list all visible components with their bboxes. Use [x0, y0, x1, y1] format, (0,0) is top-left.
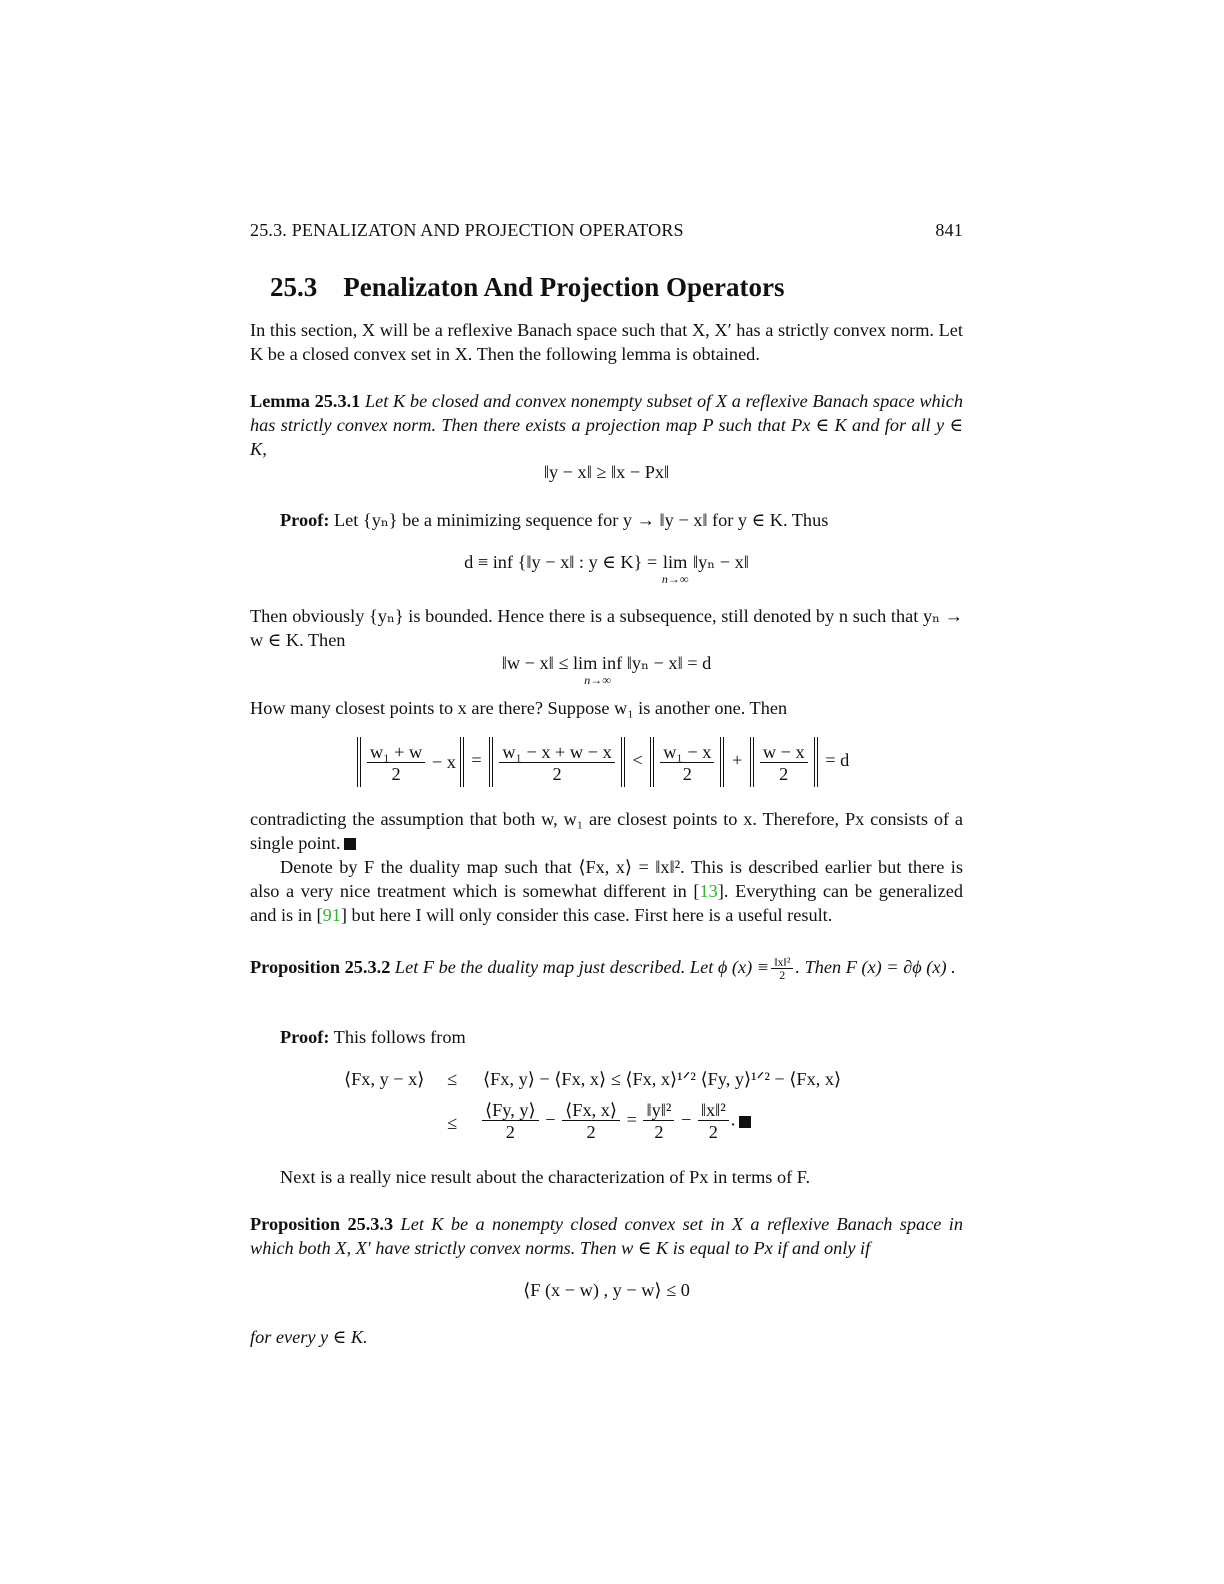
page-number: 841 — [935, 220, 963, 240]
eq3-m1: − x — [431, 752, 456, 772]
qed-square-icon-2 — [739, 1116, 751, 1128]
proof1-label: Proof: — [280, 510, 330, 530]
eq3-eq: = — [471, 750, 482, 771]
eq2-right: ‖yₙ − x‖ = d — [626, 653, 712, 673]
duality-text-a: Denote by F the duality map such that ⟨Fx, x⟩ = ‖x‖². This is described earlier but there is also a very nice treatment which is somewhat different in [ — [250, 857, 963, 901]
f3-num: ‖y‖² — [646, 1100, 672, 1120]
eq3-n3: w₁ − x — [663, 742, 712, 763]
eq1-lim: lim — [662, 552, 688, 572]
prop3-block — [250, 1212, 963, 1260]
proof1-text4: contradicting the assumption that both w, w₁ are closest points to x. Therefore, Px consists of a single point. — [250, 809, 963, 853]
proof1-eq3 — [354, 737, 849, 787]
section-title: Penalizaton And Projection Operators — [343, 272, 785, 302]
prop2-block — [250, 955, 963, 981]
eq3-n1: w₁ + w — [370, 742, 423, 763]
eq3-d4: 2 — [760, 762, 808, 785]
proof2-intro — [280, 1025, 963, 1049]
minus-2: − — [680, 1109, 692, 1130]
lemma-text: Let K be closed and convex nonempty subset of X a reflexive Banach space which has strictly convex norm. Then there exists a projection map P such that Px ∈ K and for all y ∈ K, — [250, 391, 963, 459]
proof2-label: Proof: — [280, 1027, 330, 1047]
proof1-intro — [280, 508, 963, 532]
minus-1: − — [545, 1109, 556, 1130]
eq1-lim-sub: n→∞ — [661, 572, 689, 586]
f1-den: 2 — [482, 1120, 539, 1143]
eq3-n4: w − x — [762, 742, 805, 763]
lemma-label: Lemma 25.3.1 — [250, 391, 361, 411]
proof1-eq2 — [250, 653, 963, 686]
f4-num: ‖x‖² — [700, 1100, 726, 1120]
citation-13-link[interactable]: 13 — [699, 881, 718, 901]
lemma-equation: ‖y − x‖ ≥ ‖x − Px‖ — [543, 462, 670, 482]
intro-paragraph: In this section, X will be a reflexive Banach space such that X, X′ has a strictly convex norm. Let K be a closed convex set in X. Then the following lemma is obtained. — [250, 320, 963, 364]
proof2-rel1: ≤ — [447, 1069, 458, 1089]
prop2-frac-n: ‖x‖² — [774, 955, 791, 970]
duality-text-b: ]. Everything can be generalized and is in [ — [250, 881, 963, 925]
eq-sign: = — [626, 1109, 637, 1130]
norm-3 — [650, 737, 724, 787]
eq2-lim: lim inf — [572, 653, 623, 673]
prop3-label: Proposition 25.3.3 — [250, 1214, 394, 1234]
proof2-row1-left: ⟨Fx, y − x⟩ — [344, 1069, 425, 1089]
eq2-left: ‖w − x‖ ≤ — [501, 653, 569, 673]
section-heading — [270, 272, 784, 303]
proof2-text: This follows from — [333, 1027, 466, 1047]
prop3-text: Let K be a nonempty closed convex set in X a reflexive Banach space in which both X, X′ have strictly convex norms. Then w ∈ K is equal to Px if and only if — [250, 1214, 963, 1258]
proof2-rel2: ≤ — [447, 1113, 458, 1133]
norm-2 — [489, 737, 624, 787]
f2-den: 2 — [562, 1120, 620, 1143]
proof1-text: Let {yₙ} be a minimizing sequence for y → ‖y − x‖ for y ∈ K. Thus — [334, 510, 829, 530]
eq3-d3: 2 — [660, 762, 714, 785]
f2-num: ⟨Fx, x⟩ — [565, 1100, 617, 1120]
eq2-lim-sub: n→∞ — [584, 673, 611, 687]
eq3-plus: + — [731, 750, 743, 771]
f4-den: 2 — [698, 1120, 729, 1143]
eq2-limit — [573, 653, 622, 686]
prop3-equation: ⟨F (x − w) , y − w⟩ ≤ 0 — [523, 1280, 690, 1300]
qed-square-icon — [344, 838, 356, 850]
eq3-end: = d — [825, 750, 850, 771]
norm-4 — [750, 737, 818, 787]
citation-91-link[interactable]: 91 — [322, 905, 341, 925]
duality-paragraph — [250, 855, 963, 927]
proof1-eq1 — [250, 552, 963, 585]
prop2-frac — [771, 956, 793, 981]
eq3-d1: 2 — [367, 762, 425, 785]
proof2-row1-right: ⟨Fx, y⟩ − ⟨Fx, x⟩ ≤ ⟨Fx, x⟩¹ᐟ² ⟨Fy, y⟩¹ᐟ² − ⟨Fx, x⟩ — [483, 1069, 842, 1089]
prop2-label: Proposition 25.3.2 — [250, 957, 391, 977]
duality-text-c: ] but here I will only consider this case. First here is a useful result. — [340, 905, 833, 925]
proof2-row2 — [480, 1100, 751, 1143]
f3-den: 2 — [643, 1120, 674, 1143]
section-number: 25.3 — [270, 272, 318, 302]
prop2-text-b: . Then F (x) = ∂ϕ (x) . — [795, 957, 956, 977]
proof1-text2: Then obviously {yₙ} is bounded. Hence there is a subsequence, still denoted by n such that yₙ → w ∈ K. Then — [250, 606, 963, 650]
eq3-n2: w₁ − x + w − x — [502, 742, 612, 763]
eq3-lt: < — [632, 750, 643, 771]
proof1-text3: How many closest points to x are there? Suppose w₁ is another one. Then — [250, 698, 788, 718]
f1-num: ⟨Fy, y⟩ — [485, 1100, 536, 1120]
proof1-conclusion — [250, 807, 963, 855]
next-paragraph: Next is a really nice result about the characterization of Px in terms of F. — [280, 1167, 811, 1187]
prop2-text-a: Let F be the duality map just described. Let ϕ (x) ≡ — [394, 957, 770, 977]
prop3-tail: for every y ∈ K. — [250, 1327, 368, 1347]
lemma-block — [250, 389, 963, 461]
eq3-d2: 2 — [499, 762, 614, 785]
eq1-left: d ≡ inf {‖y − x‖ : y ∈ K} = — [464, 552, 658, 572]
eq1-right: ‖yₙ − x‖ — [692, 552, 749, 572]
norm-1 — [357, 737, 464, 787]
eq1-limit — [662, 552, 689, 585]
prop2-frac-d: 2 — [771, 968, 793, 981]
running-title: 25.3. PENALIZATON AND PROJECTION OPERATORS — [250, 220, 684, 240]
period: . — [730, 1109, 736, 1130]
